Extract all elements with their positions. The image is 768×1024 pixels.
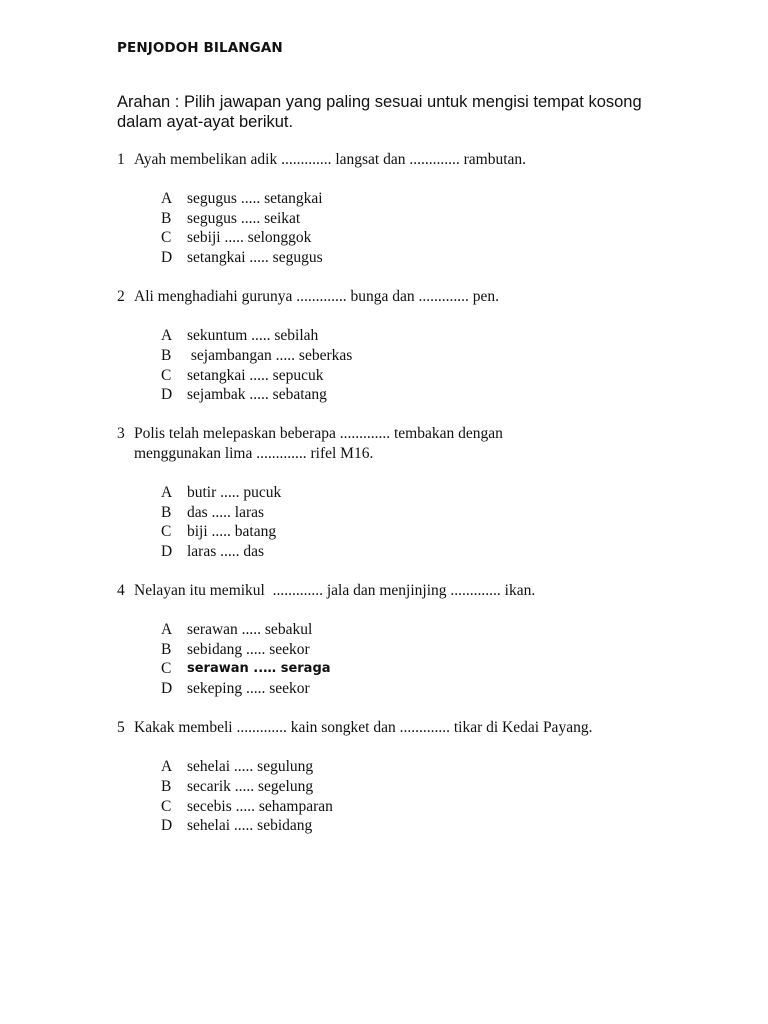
- option-c[interactable]: [161, 366, 677, 386]
- option-b[interactable]: [161, 209, 677, 229]
- option-b[interactable]: [161, 503, 677, 523]
- option-text: das ..... laras: [187, 503, 265, 521]
- option-text: biji ..... batang: [187, 523, 277, 541]
- option-letter: A: [161, 327, 173, 345]
- option-text: serawan ..… seraga: [187, 661, 331, 677]
- option-a[interactable]: [161, 483, 677, 503]
- option-letter: C: [161, 523, 172, 541]
- options-list: [161, 620, 677, 698]
- option-b[interactable]: [161, 640, 677, 660]
- option-d[interactable]: [161, 816, 677, 836]
- question-text: Ayah membelikan adik ............. langsat dan ............. rambutan.: [134, 151, 527, 168]
- option-text: sekeping ..... seekor: [187, 680, 310, 698]
- option-c[interactable]: [161, 659, 677, 679]
- option-b[interactable]: [161, 777, 677, 797]
- option-d[interactable]: [161, 679, 677, 699]
- option-text: sebiji ..... selonggok: [187, 229, 312, 247]
- option-text: sekuntum ..... sebilah: [187, 327, 319, 345]
- option-letter: B: [161, 346, 172, 364]
- options-list: [161, 189, 677, 267]
- option-text: serawan ..... sebakul: [187, 621, 313, 639]
- option-letter: B: [161, 778, 172, 795]
- page-title: PENJODOH BILANGAN: [117, 40, 283, 56]
- option-text: sehelai ..... sebidang: [187, 817, 313, 835]
- option-letter: B: [161, 209, 172, 227]
- option-letter: C: [161, 660, 172, 678]
- question-1: [117, 150, 677, 170]
- question-number: 3: [117, 425, 125, 443]
- option-d[interactable]: [161, 542, 677, 562]
- option-letter: C: [161, 797, 172, 815]
- option-b[interactable]: [161, 346, 677, 366]
- option-letter: C: [161, 366, 172, 384]
- option-letter: D: [161, 542, 173, 560]
- option-text: setangkai ..... segugus: [187, 248, 323, 266]
- option-letter: C: [161, 229, 172, 247]
- option-a[interactable]: [161, 620, 677, 640]
- question-2: [117, 287, 677, 307]
- option-letter: B: [161, 640, 172, 658]
- question-list: [117, 150, 677, 855]
- instruction-text: Arahan : Pilih jawapan yang paling sesuai untuk mengisi tempat kosong dalam ayat-ayat berikut.: [117, 93, 642, 131]
- option-letter: A: [161, 190, 173, 208]
- question-4: [117, 581, 677, 601]
- option-text: secarik ..... segelung: [187, 778, 314, 795]
- option-text: laras ..... das: [187, 542, 265, 560]
- question-text: Kakak membeli ............. kain songket dan ............. tikar di Kedai Payang.: [134, 719, 593, 737]
- option-d[interactable]: [161, 385, 677, 405]
- option-c[interactable]: [161, 228, 677, 248]
- question-3: [117, 424, 677, 463]
- question-text: Nelayan itu memikul ............. jala dan menjinjing ............. ikan.: [134, 582, 536, 600]
- option-text: setangkai ..... sepucuk: [187, 366, 324, 384]
- option-text: sejambangan ..... seberkas: [187, 346, 353, 364]
- option-letter: A: [161, 758, 173, 776]
- option-text: sebidang ..... seekor: [187, 640, 310, 658]
- question-number: 4: [117, 582, 125, 600]
- option-text: secebis ..... sehamparan: [187, 797, 333, 815]
- options-list: [161, 757, 677, 835]
- option-letter: D: [161, 680, 173, 698]
- option-a[interactable]: [161, 757, 677, 777]
- option-letter: D: [161, 248, 173, 266]
- option-a[interactable]: [161, 189, 677, 209]
- option-text: segugus ..... setangkai: [187, 190, 323, 208]
- option-c[interactable]: [161, 797, 677, 817]
- option-letter: D: [161, 817, 173, 835]
- option-text: sehelai ..... segulung: [187, 758, 314, 776]
- option-text: butir ..... pucuk: [187, 484, 282, 502]
- option-c[interactable]: [161, 522, 677, 542]
- option-letter: B: [161, 503, 172, 521]
- option-letter: A: [161, 484, 173, 502]
- option-letter: A: [161, 621, 173, 639]
- question-number: 2: [117, 288, 125, 306]
- question-number: 1: [117, 151, 125, 168]
- option-letter: D: [161, 386, 173, 404]
- option-d[interactable]: [161, 248, 677, 268]
- options-list: [161, 483, 677, 561]
- question-text: Polis telah melepaskan beberapa ............. tembakan dengan menggunakan lima ............. rifel M16.: [134, 425, 503, 462]
- question-text: Ali menghadiahi gurunya ............. bunga dan ............. pen.: [134, 288, 500, 306]
- option-a[interactable]: [161, 326, 677, 346]
- option-text: sejambak ..... sebatang: [187, 386, 327, 404]
- question-number: 5: [117, 719, 125, 737]
- options-list: [161, 326, 677, 404]
- question-5: [117, 718, 677, 738]
- option-text: segugus ..... seikat: [187, 209, 301, 227]
